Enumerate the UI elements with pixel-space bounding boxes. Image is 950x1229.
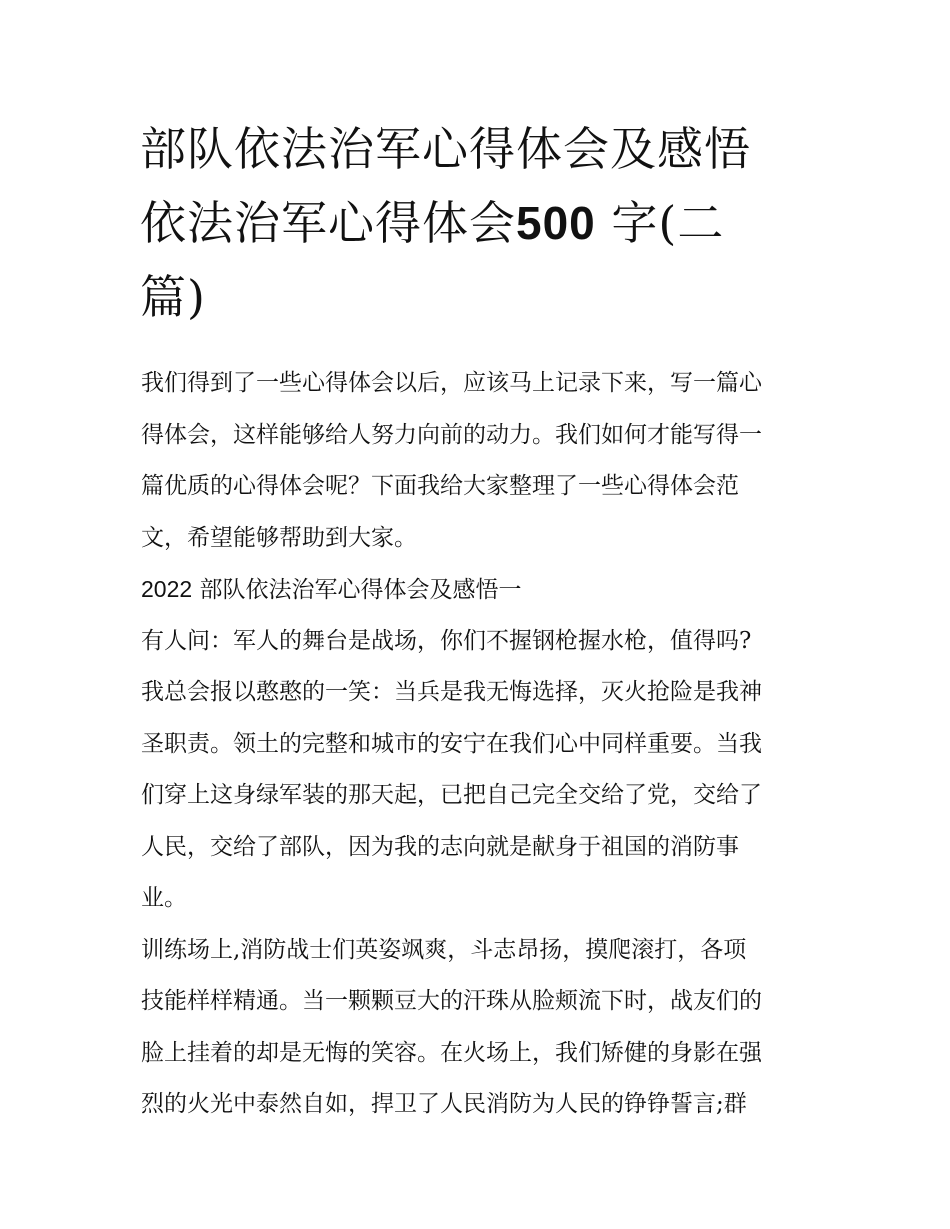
para2-line-1: 训练场上,消防战士们英姿飒爽，斗志昂扬，摸爬滚打，各项 [141, 936, 747, 963]
para2-line-3: 脸上挂着的却是无悔的笑容。在火场上，我们矫健的身影在强 [141, 1039, 762, 1066]
title-line-2-text: 依法治军心得体会 [140, 196, 516, 250]
title-line-3: 篇) [140, 270, 206, 324]
intro-line-1: 我们得到了一些心得体会以后，应该马上记录下来，写一篇心 [141, 370, 762, 396]
para1-line-1: 有人问：军人的舞台是战场，你们不握钢枪握水枪，值得吗? [141, 627, 752, 654]
para1-line-6: 业。 [141, 885, 187, 911]
section-heading-year: 2022 [141, 576, 193, 602]
title-line-2 [140, 186, 820, 260]
intro-line-4: 文，希望能够帮助到大家。 [141, 524, 417, 551]
title-line-2-suffix: 字(二 [595, 196, 725, 250]
intro-line-2: 得体会，这样能够给人努力向前的动力。我们如何才能写得一 [141, 421, 762, 448]
para1-line-2: 我总会报以憨憨的一笑：当兵是我无悔选择，灭火抢险是我神 [141, 679, 762, 705]
para2-line-4: 烈的火光中泰然自如，捍卫了人民消防为人民的铮铮誓言;群 [141, 1091, 747, 1117]
section-heading-text: 部队依法治军心得体会及感悟一 [192, 577, 522, 603]
section-heading [141, 564, 821, 616]
title-word-count: 500 [516, 197, 596, 249]
document-title [140, 112, 820, 334]
para2-line-2: 技能样样精通。当一颗颗豆大的汗珠从脸颊流下时，战友们的 [141, 988, 762, 1014]
para1-line-4: 们穿上这身绿军装的那天起，已把自己完全交给了党，交给了 [141, 782, 762, 808]
para1-line-5: 人民，交给了部队，因为我的志向就是献身于祖国的消防事 [141, 833, 739, 860]
intro-line-3: 篇优质的心得体会呢？下面我给大家整理了一些心得体会范 [141, 473, 739, 499]
para1-line-3: 圣职责。领土的完整和城市的安宁在我们心中同样重要。当我 [141, 730, 762, 757]
document-body [141, 358, 821, 1131]
title-line-1: 部队依法治军心得体会及感悟 [140, 122, 751, 176]
